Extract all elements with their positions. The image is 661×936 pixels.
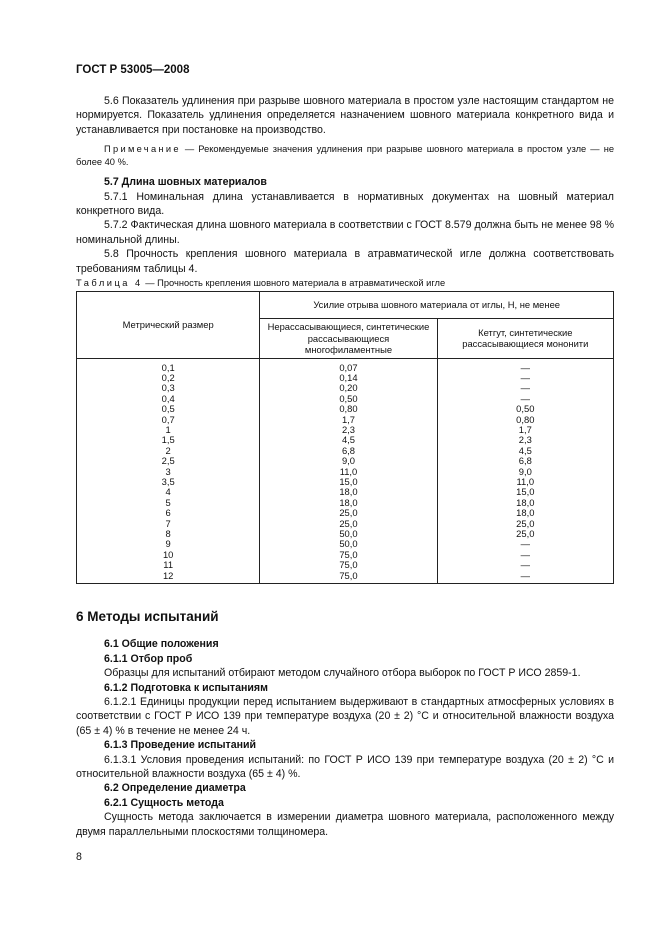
heading-6-2: 6.2 Определение диаметра <box>104 782 246 795</box>
table-caption-text: — Прочность крепления шовного материала в атравматической игле <box>142 278 446 288</box>
cell-metric-size: 3 <box>77 467 260 477</box>
cell-metric-size: 11 <box>77 560 260 570</box>
cell-metric-size: 8 <box>77 529 260 539</box>
page-number: 8 <box>76 851 82 863</box>
table-row <box>77 456 614 466</box>
paragraph-6-2-1: Сущность метода заключается в измерении диаметра шовного материала, расположенного между двумя параллельными плоскостями толщиномера. <box>76 811 614 838</box>
paragraph-5-6: 5.6 Показатель удлинения при разрыве шовного материала в простом узле настоящим стандартом не нормируется. Показатель удлинения определяется назначением шовного материала конкретного вида и устанавливается при постановке на производство. <box>76 95 614 136</box>
cell-force-catgut: — <box>437 550 613 560</box>
cell-force-catgut: — <box>437 571 613 584</box>
cell-force-nonabsorbable: 2,3 <box>260 425 437 435</box>
table-4-caption <box>76 278 445 288</box>
heading-6-1-1: 6.1.1 Отбор проб <box>104 652 193 665</box>
cell-metric-size: 1 <box>77 425 260 435</box>
paragraph-6-1-3-1: 6.1.3.1 Условия проведения испытаний: по ГОСТ Р ИСО 139 при температуре воздуха (20 ± 2) °С и относительной влажности воздуха (65 ± 4) %. <box>76 753 614 781</box>
cell-metric-size: 0,5 <box>77 404 260 414</box>
heading-6-1-2: 6.1.2 Подготовка к испытаниям <box>104 681 268 694</box>
note-label: Примечание <box>104 144 181 155</box>
cell-metric-size: 10 <box>77 550 260 560</box>
cell-force-nonabsorbable: 4,5 <box>260 435 437 445</box>
heading-6-2-1: 6.2.1 Сущность метода <box>104 796 224 809</box>
cell-force-nonabsorbable: 9,0 <box>260 456 437 466</box>
heading-6-1: 6.1 Общие положения <box>104 638 219 651</box>
cell-metric-size: 0,2 <box>77 373 260 383</box>
paragraph-6-1-2-1: 6.1.2.1 Единицы продукции перед испытанием выдерживают в стандартных атмосферных условиях в соответствии с ГОСТ Р ИСО 139 при температуре воздуха (20 ± 2) °С и относительной влажности воздуха (65 ± 4) % в течение не менее 24 ч. <box>76 696 614 737</box>
document-header: ГОСТ Р 53005—2008 <box>76 64 190 76</box>
paragraph-5-7-2: 5.7.2 Фактическая длина шовного материала в соответствии с ГОСТ 8.579 должна быть не менее 98 % номинальной длины. <box>76 219 614 246</box>
paragraph-5-8: 5.8 Прочность крепления шовного материала в атравматической игле должна соответствовать требованиям таблицы 4. <box>76 248 614 275</box>
section-6-block <box>76 610 614 839</box>
cell-force-catgut: 15,0 <box>437 487 613 497</box>
cell-force-catgut: 1,7 <box>437 425 613 435</box>
cell-metric-size: 9 <box>77 539 260 549</box>
cell-force-nonabsorbable: 18,0 <box>260 487 437 497</box>
paragraph-6-1-1: Образцы для испытаний отбирают методом случайного отбора выборок по ГОСТ Р ИСО 2859-1. <box>104 667 581 680</box>
table-row <box>77 358 614 373</box>
cell-force-nonabsorbable: 50,0 <box>260 539 437 549</box>
cell-metric-size: 7 <box>77 519 260 529</box>
cell-force-nonabsorbable: 25,0 <box>260 519 437 529</box>
cell-force-catgut: 25,0 <box>437 519 613 529</box>
cell-metric-size: 12 <box>77 571 260 584</box>
cell-metric-size: 6 <box>77 508 260 518</box>
table-row <box>77 571 614 584</box>
cell-force-nonabsorbable: 1,7 <box>260 415 437 425</box>
cell-force-nonabsorbable: 0,14 <box>260 373 437 383</box>
cell-force-nonabsorbable: 0,80 <box>260 404 437 414</box>
cell-force-catgut: 0,80 <box>437 415 613 425</box>
cell-force-catgut: — <box>437 373 613 383</box>
note-5-6 <box>76 143 614 169</box>
table-caption-label: Таблица 4 <box>76 278 143 288</box>
cell-force-catgut: 4,5 <box>437 446 613 456</box>
cell-force-nonabsorbable: 15,0 <box>260 477 437 487</box>
column-header-group-force: Усилие отрыва шовного материала от иглы, Н, не менее <box>260 292 614 319</box>
table-4-body <box>77 358 614 584</box>
cell-metric-size: 0,7 <box>77 415 260 425</box>
cell-force-catgut: — <box>437 383 613 393</box>
cell-force-nonabsorbable: 6,8 <box>260 446 437 456</box>
column-header-metric-size: Метрический размер <box>77 292 260 359</box>
paragraph-5-7-1: 5.7.1 Номинальная длина устанавливается в нормативных документах на шовный материал конкретного вида. <box>76 190 614 218</box>
cell-force-catgut: 18,0 <box>437 498 613 508</box>
cell-force-nonabsorbable: 25,0 <box>260 508 437 518</box>
cell-force-catgut: 11,0 <box>437 477 613 487</box>
column-header-nonabsorbable: Нерассасывающиеся, синтетические рассасывающиеся многофиламентные <box>260 319 437 359</box>
cell-force-nonabsorbable: 0,50 <box>260 394 437 404</box>
table-4 <box>76 291 614 584</box>
cell-force-catgut: 9,0 <box>437 467 613 477</box>
cell-force-catgut: 2,3 <box>437 435 613 445</box>
cell-metric-size: 0,1 <box>77 358 260 373</box>
cell-force-catgut: — <box>437 560 613 570</box>
cell-force-nonabsorbable: 50,0 <box>260 529 437 539</box>
section-6-title: 6 Методы испытаний <box>76 609 219 624</box>
cell-metric-size: 0,4 <box>77 394 260 404</box>
cell-force-catgut: — <box>437 539 613 549</box>
cell-metric-size: 5 <box>77 498 260 508</box>
cell-force-nonabsorbable: 11,0 <box>260 467 437 477</box>
heading-5-7: 5.7 Длина шовных материалов <box>104 176 267 189</box>
cell-metric-size: 3,5 <box>77 477 260 487</box>
heading-6-1-3: 6.1.3 Проведение испытаний <box>104 739 257 752</box>
cell-force-catgut: — <box>437 394 613 404</box>
cell-force-nonabsorbable: 18,0 <box>260 498 437 508</box>
table-row <box>77 404 614 414</box>
cell-metric-size: 2,5 <box>77 456 260 466</box>
section-5-block <box>76 94 614 276</box>
cell-force-nonabsorbable: 75,0 <box>260 550 437 560</box>
cell-force-nonabsorbable: 0,20 <box>260 383 437 393</box>
cell-metric-size: 0,3 <box>77 383 260 393</box>
cell-force-nonabsorbable: 75,0 <box>260 571 437 584</box>
cell-force-catgut: 18,0 <box>437 508 613 518</box>
cell-metric-size: 2 <box>77 446 260 456</box>
cell-metric-size: 4 <box>77 487 260 497</box>
cell-force-nonabsorbable: 0,07 <box>260 358 437 373</box>
note-text: — Рекомендуемые значения удлинения при разрыве шовного материала в простом узле — не более 40 %. <box>76 144 614 168</box>
cell-force-catgut: 6,8 <box>437 456 613 466</box>
cell-force-catgut: 0,50 <box>437 404 613 414</box>
cell-force-catgut: 25,0 <box>437 529 613 539</box>
cell-metric-size: 1,5 <box>77 435 260 445</box>
cell-force-catgut: — <box>437 358 613 373</box>
cell-force-nonabsorbable: 75,0 <box>260 560 437 570</box>
column-header-catgut: Кетгут, синтетические рассасывающиеся мононити <box>437 319 613 359</box>
